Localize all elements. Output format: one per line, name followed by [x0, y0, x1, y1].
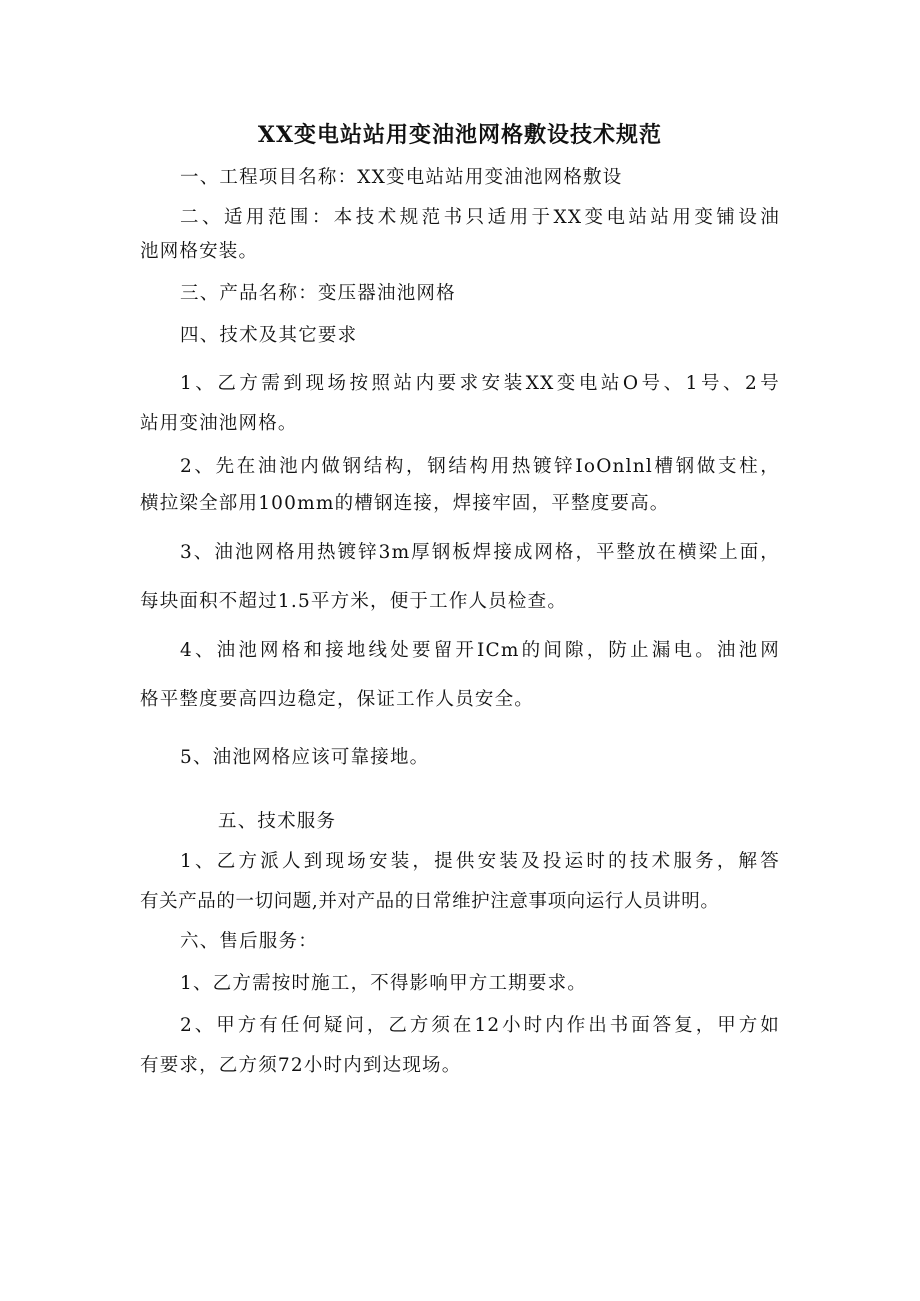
requirement-4-line-1: 4、油池网格和接地线处要留开ICm的间隙，防止漏电。油池网: [180, 640, 780, 661]
section-2-scope-line-1: 二、适用范围：本技术规范书只适用于XX变电站站用变铺设油: [180, 207, 780, 228]
requirement-2-line-1: 2、先在油池内做钢结构，钢结构用热镀锌IoOnlnl槽钢做支柱，: [180, 456, 780, 477]
aftersales-1: 1、乙方需按时施工，不得影响甲方工期要求。: [180, 973, 587, 994]
service-1-line-2: 有关产品的一切问题,并对产品的日常维护注意事项向运行人员讲明。: [140, 891, 720, 912]
requirement-2-line-2: 横拉梁全部用100mm的槽钢连接，焊接牢固，平整度要高。: [140, 493, 670, 514]
document-title: XX变电站站用变油池网格敷设技术规范: [257, 122, 663, 148]
section-3-product-name: 三、产品名称：变压器油池网格: [180, 283, 456, 304]
section-6-heading: 六、售后服务：: [180, 931, 318, 952]
section-1-project-name: 一、工程项目名称：XX变电站站用变油池网格敷设: [180, 167, 623, 188]
requirement-3-line-2: 每块面积不超过1.5平方米，便于工作人员检查。: [140, 591, 568, 612]
aftersales-2-line-2: 有要求，乙方须72小时内到达现场。: [140, 1055, 462, 1076]
aftersales-2-line-1: 2、甲方有任何疑问，乙方须在12小时内作出书面答复，甲方如: [180, 1015, 780, 1036]
service-1-line-1: 1、乙方派人到现场安装，提供安装及投运时的技术服务，解答: [180, 851, 780, 872]
section-2-scope-line-2: 池网格安装。: [140, 241, 259, 262]
section-5-heading: 五、技术服务: [218, 811, 337, 832]
requirement-1-line-2: 站用变油池网格。: [140, 413, 298, 434]
section-4-heading: 四、技术及其它要求: [180, 325, 358, 346]
requirement-5: 5、油池网格应该可靠接地。: [180, 747, 430, 768]
requirement-4-line-2: 格平整度要高四边稳定，保证工作人员安全。: [140, 689, 535, 710]
requirement-3-line-1: 3、油池网格用热镀锌3m厚钢板焊接成网格，平整放在横梁上面，: [180, 542, 780, 563]
requirement-1-line-1: 1、乙方需到现场按照站内要求安装XX变电站O号、1号、2号: [180, 373, 780, 394]
